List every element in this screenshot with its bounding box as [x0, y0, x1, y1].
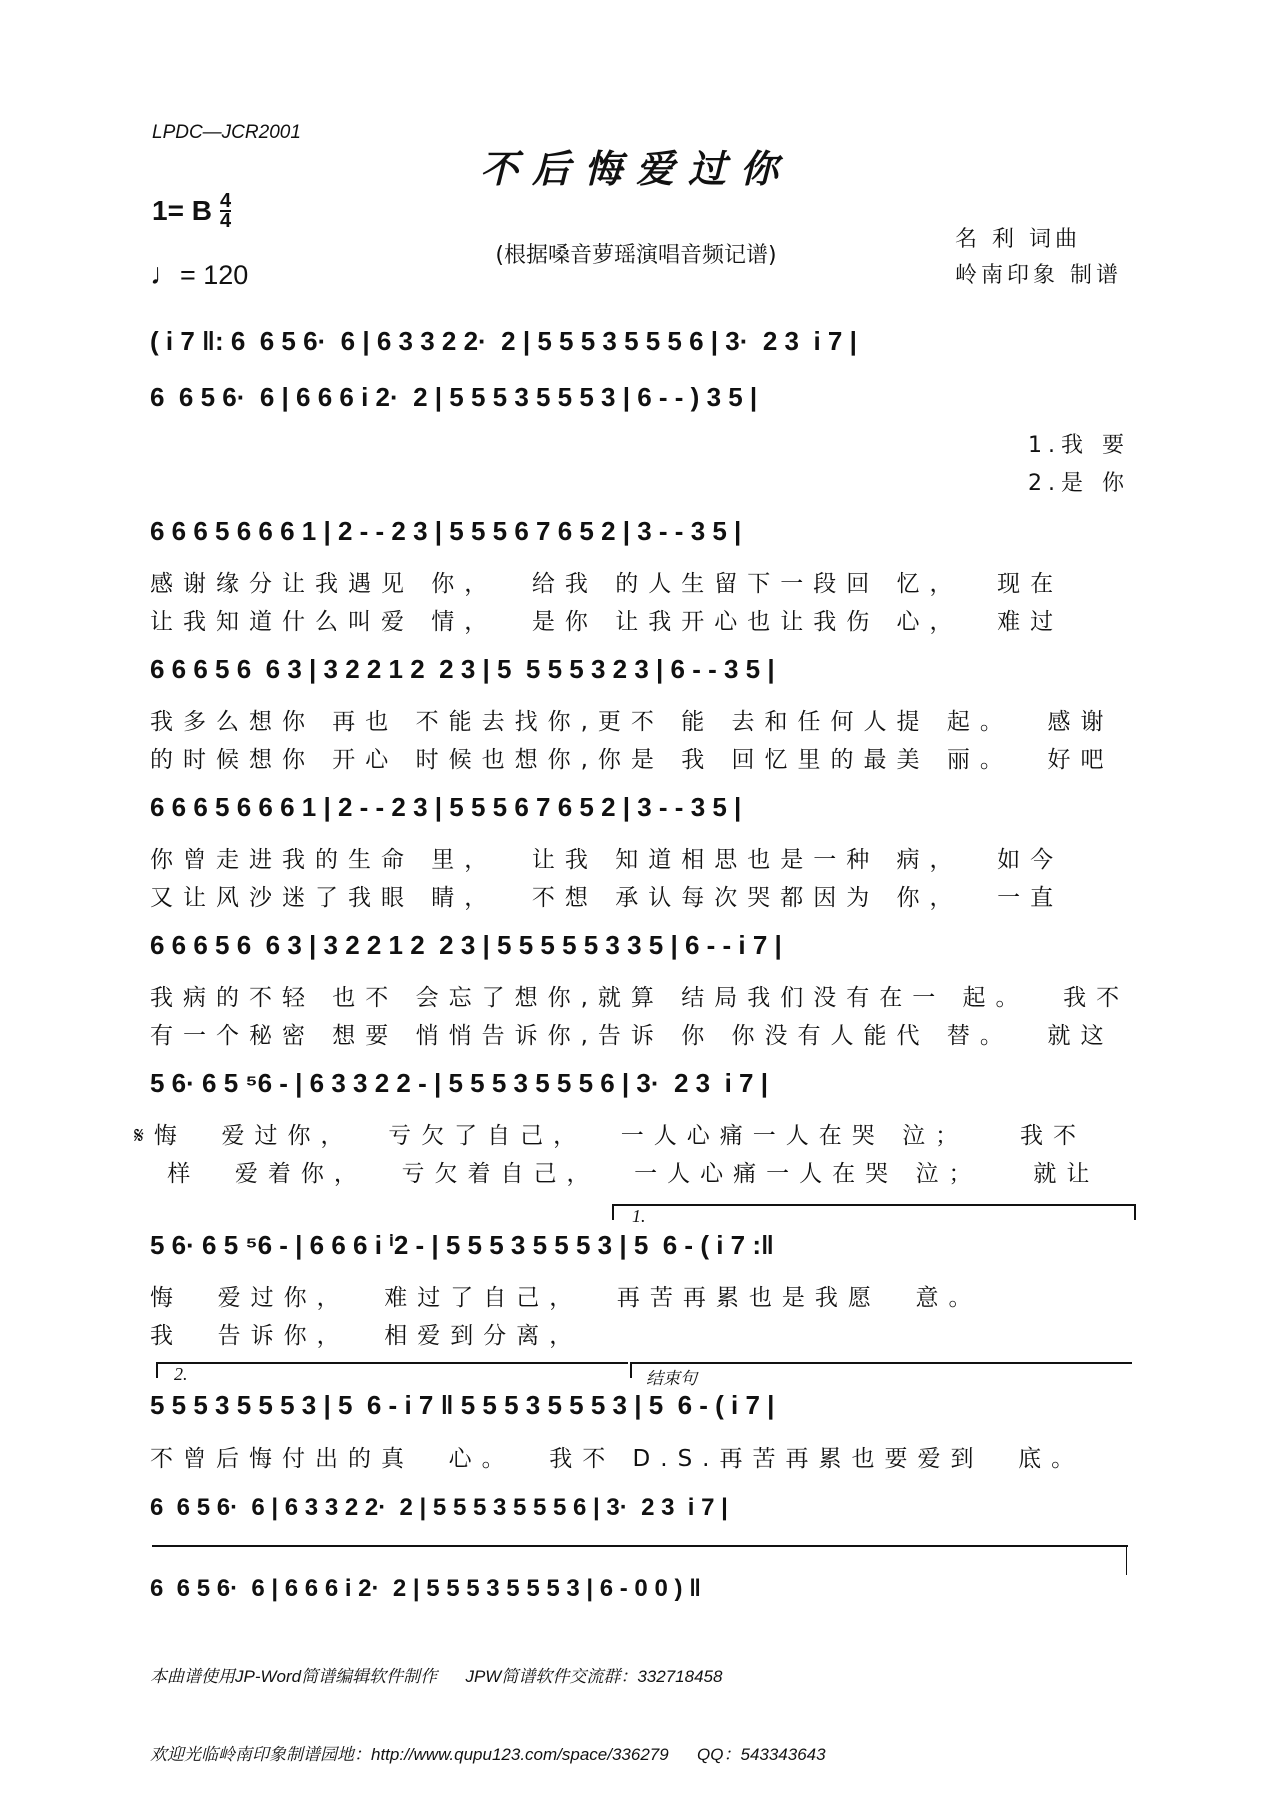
- time-sig-bottom: 4: [219, 210, 232, 232]
- lyrics-3-v2: 让我知道什么叫爱 情， 是你 让我开心也让我伤 心， 难过: [150, 609, 1064, 635]
- page-title: 不后悔爱过你: [479, 146, 792, 191]
- lyrics-8-v2: 我 告诉你， 相爱到分离，: [150, 1323, 583, 1349]
- ending-bracket: [630, 1362, 1132, 1378]
- bracket-end: [1126, 1545, 1127, 1575]
- volta-2-label: 2.: [174, 1364, 188, 1384]
- volta-2-bracket: [156, 1362, 628, 1378]
- volta-1-bracket: [612, 1204, 1136, 1220]
- lyrics-2-v2: 2.是 你: [1028, 471, 1130, 496]
- footer-line-1: 本曲谱使用JP-Word简谱编辑软件制作 JPW简谱软件交流群：332718458: [150, 1667, 723, 1686]
- stave-1: ( i 7 ‖: 6 6 5 6· 6 | 6 3 3 2 2· 2 | 5 5 5 3 5 5 5 6 | 3· 2 3 i 7 |: [150, 326, 857, 356]
- footer-line-2: 欢迎光临岭南印象制谱园地：http://www.qupu123.com/space/336279 QQ：543343643: [150, 1745, 826, 1764]
- lyrics-4-v2: 的时候想你 开心 时候也想你,你是 我 回忆里的最美 丽。 好吧: [150, 747, 1114, 773]
- bracket-line: [152, 1545, 1128, 1547]
- stave-9: 5 5 5 3 5 5 5 3 | 5 6 - i 7 ‖ 5 5 5 3 5 5 5 3 | 5 6 - ( i 7 |: [150, 1390, 775, 1420]
- lyrics-3-v1: 感谢缘分让我遇见 你， 给我 的人生留下一段回 忆， 现在: [150, 571, 1064, 597]
- tempo-value: = 120: [180, 260, 249, 290]
- stave-5: 6 6 6 5 6 6 6 1 | 2 - - 2 3 | 5 5 5 6 7 6 5 2 | 3 - - 3 5 |: [150, 792, 742, 822]
- stave-2: 6 6 5 6· 6 | 6 6 6 i 2· 2 | 5 5 5 3 5 5 5 3 | 6 - - ) 3 5 |: [150, 382, 758, 412]
- stave-3: 6 6 6 5 6 6 6 1 | 2 - - 2 3 | 5 5 5 6 7 6 5 2 | 3 - - 3 5 |: [150, 516, 742, 546]
- lyrics-2-v1: 1.我 要: [1028, 433, 1130, 458]
- lyricist-composer: 名 利 词曲: [955, 227, 1081, 252]
- volta-1-label: 1.: [632, 1206, 646, 1226]
- lyrics-7-v1: 𝄋悔 爱过你， 亏欠了自己， 一人心痛一人在哭 泣； 我不: [134, 1123, 1087, 1149]
- key-label: 1= B: [152, 195, 212, 226]
- footer: [150, 1612, 826, 1794]
- lyrics-7-v2: 样 爱着你， 亏欠着自己， 一人心痛一人在哭 泣； 就让: [150, 1161, 1100, 1187]
- stave-8: 5 6· 6 5 ⁵6 - | 6 6 6 i ⁱ2 - | 5 5 5 3 5 5 5 3 | 5 6 - ( i 7 :‖: [150, 1230, 774, 1260]
- lyrics-6-v1: 我病的不轻 也不 会忘了想你,就算 结局我们没有在一 起。 我不: [150, 985, 1130, 1011]
- time-sig-top: 4: [219, 190, 232, 212]
- credits: [955, 222, 1122, 294]
- lyrics-5-v2: 又让风沙迷了我眼 睛， 不想 承认每次哭都因为 你， 一直: [150, 885, 1064, 911]
- lyrics-4-v1: 我多么想你 再也 不能去找你,更不 能 去和任何人提 起。 感谢: [150, 709, 1114, 735]
- stave-7: 5 6· 6 5 ⁵6 - | 6 3 3 2 2 - | 5 5 5 3 5 5 5 6 | 3· 2 3 i 7 |: [150, 1068, 768, 1098]
- arranger: 岭南印象 制谱: [955, 263, 1122, 288]
- stave-11: 6 6 5 6· 6 | 6 6 6 i 2· 2 | 5 5 5 3 5 5 5 3 | 6 - 0 0 ) ‖: [150, 1575, 702, 1602]
- lyrics-9-v1: 不曾后悔付出的真 心。 我不 D.S.再苦再累也要爱到 底。: [150, 1446, 1085, 1472]
- stave-4: 6 6 6 5 6 6 3 | 3 2 2 1 2 2 3 | 5 5 5 5 3 2 3 | 6 - - 3 5 |: [150, 654, 775, 684]
- time-signature: [220, 192, 231, 230]
- lyrics-8-v1: 悔 爱过你， 难过了自己， 再苦再累也是我愿 意。: [150, 1285, 982, 1311]
- subtitle: (根据嗓音萝瑶演唱音频记谱): [495, 243, 777, 268]
- score-code: LPDC—JCR2001: [152, 122, 301, 143]
- key-signature: [152, 192, 231, 230]
- lyrics-5-v1: 你曾走进我的生命 里， 让我 知道相思也是一种 病， 如今: [150, 847, 1064, 873]
- stave-10: 6 6 5 6· 6 | 6 3 3 2 2· 2 | 5 5 5 3 5 5 5 6 | 3· 2 3 i 7 |: [150, 1494, 728, 1521]
- lyrics-6-v2: 有一个秘密 想要 悄悄告诉你,告诉 你 你没有人能代 替。 就这: [150, 1023, 1114, 1049]
- stave-6: 6 6 6 5 6 6 3 | 3 2 2 1 2 2 3 | 5 5 5 5 5 3 3 5 | 6 - - i 7 |: [150, 930, 782, 960]
- ending-label: 结束句: [646, 1369, 697, 1389]
- quarter-note-icon: ♩: [150, 258, 180, 291]
